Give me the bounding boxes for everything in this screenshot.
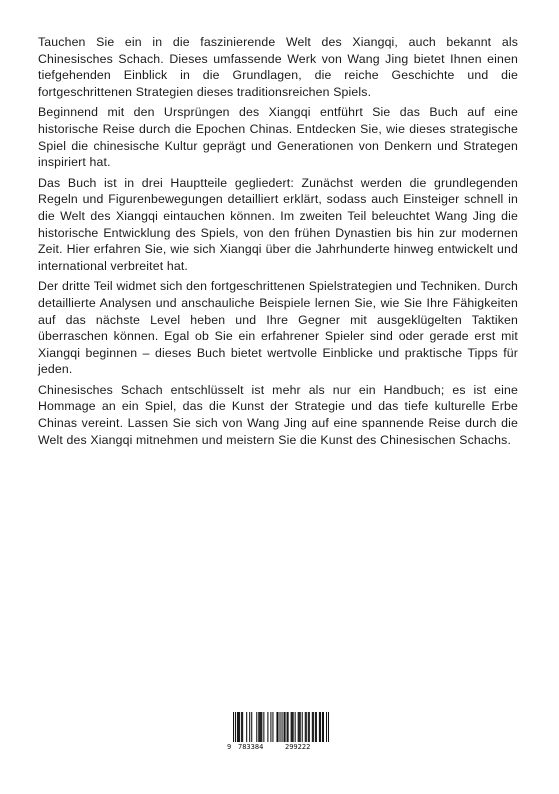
barcode-left-group: 783384 xyxy=(238,743,264,751)
barcode-bar xyxy=(302,712,303,742)
barcode-bar xyxy=(293,712,294,742)
barcode-bar xyxy=(258,712,259,742)
isbn-barcode xyxy=(225,712,335,752)
barcode-bar xyxy=(279,712,280,742)
barcode-bar xyxy=(319,712,320,742)
barcode-bar xyxy=(238,712,239,742)
barcode-bar xyxy=(292,712,293,742)
barcode-bar xyxy=(270,712,271,742)
barcode-bar xyxy=(246,712,247,742)
paragraph-conclusion: Chinesisches Schach entschlüsselt ist mehr als nur ein Handbuch; es ist eine Hommage an ein Spiel, das die Kunst der Strategie und das tiefe kulturelle Erbe Chinas vereint. Lassen Sie sich von Wang Jing auf eine spannende Reise durch die Welt des Xiangqi mitnehmen und meistern Sie die Kunst des Chinesischen Schachs. xyxy=(38,382,518,447)
barcode-bar xyxy=(249,712,250,742)
barcode-bar xyxy=(305,712,306,742)
barcode-bar xyxy=(241,712,242,742)
barcode-bar xyxy=(315,712,316,742)
barcode-bar xyxy=(300,712,301,742)
barcode-bar xyxy=(284,712,285,742)
barcode-bar xyxy=(251,712,252,742)
barcode-bar xyxy=(298,712,299,742)
back-cover-text xyxy=(38,34,518,452)
barcode-bars xyxy=(233,712,329,742)
barcode-bar xyxy=(260,712,261,742)
barcode-bar xyxy=(299,712,300,742)
barcode-bar xyxy=(308,712,309,742)
barcode-bar xyxy=(242,712,243,742)
barcode-bar xyxy=(235,712,236,742)
barcode-right-group: 299222 xyxy=(285,743,311,751)
paragraph-structure: Das Buch ist in drei Hauptteile gegliedert: Zunächst werden die grundlegenden Regeln und Figurenbewegungen detailliert erklärt, sodass auch Einsteiger schnell in die Welt des Xiangqi eintauchen können. Im zweiten Teil beleuchtet Wang Jing die historische Entwicklung des Spiels, von den frühen Dynastien bis hin zur modernen Zeit. Hier erfahren Sie, wie sich Xiangqi über die Jahrhunderte hinweg entwickelt und international verbreitet hat. xyxy=(38,175,518,273)
barcode-bar xyxy=(237,712,238,742)
barcode-first-digit: 9 xyxy=(227,743,232,751)
barcode-bar xyxy=(263,712,264,742)
barcode-bar xyxy=(295,712,296,742)
barcode-bar xyxy=(287,712,288,742)
paragraph-origins: Beginnend mit den Ursprüngen des Xiangqi entführt Sie das Buch auf eine historische Reise durch die Epochen Chinas. Entdecken Sie, wie dieses strategische Spiel die chinesische Kultur geprägt und Generationen von Denkern und Strategen inspiriert hat. xyxy=(38,105,518,170)
paragraph-strategies: Der dritte Teil widmet sich den fortgeschrittenen Spielstrategien und Techniken. Durch detaillierte Analysen und anschauliche Beispiele lernen Sie, wie Sie Ihre Fähigkeiten auf das nächste Level heben und Ihre Gegner mit ausgeklügelten Taktiken überraschen können. Egal ob Sie ein erfahrener Spieler sind oder gerade erst mit Xiangqi beginnen – dieses Buch bietet wertvolle Einblicke und praktische Tipps für jeden. xyxy=(38,279,518,377)
barcode-bar xyxy=(261,712,262,742)
barcode-bar xyxy=(313,712,314,742)
barcode-bar xyxy=(233,712,234,742)
barcode-bar xyxy=(322,712,323,742)
barcode-bar xyxy=(267,712,268,742)
barcode-bar xyxy=(285,712,286,742)
barcode-bar xyxy=(291,712,292,742)
barcode-bar xyxy=(277,712,278,742)
barcode-bar xyxy=(309,712,310,742)
barcode-bar xyxy=(259,712,260,742)
paragraph-intro: Tauchen Sie ein in die faszinierende Welt des Xiangqi, auch bekannt als Chinesisches Schach. Dieses umfassende Werk von Wang Jing bietet Ihnen einen tiefgehenden Einblick in die Grundlagen, die reiche Geschichte und die fortgeschrittenen Strategien dieses traditionsreichen Spiels. xyxy=(38,35,518,99)
barcode-bar xyxy=(320,712,321,742)
barcode-bar xyxy=(326,712,327,742)
barcode-bar xyxy=(239,712,240,742)
barcode-bar xyxy=(323,712,324,742)
barcode-bar xyxy=(272,712,273,742)
barcode-bar xyxy=(312,712,313,742)
barcode-bar xyxy=(282,712,283,742)
barcode-bar xyxy=(316,712,317,742)
barcode-bar xyxy=(306,712,307,742)
barcode-bar xyxy=(256,712,257,742)
barcode-bar xyxy=(328,712,329,742)
barcode-bar xyxy=(288,712,289,742)
barcode-bar xyxy=(276,712,277,742)
barcode-digits xyxy=(225,742,335,752)
